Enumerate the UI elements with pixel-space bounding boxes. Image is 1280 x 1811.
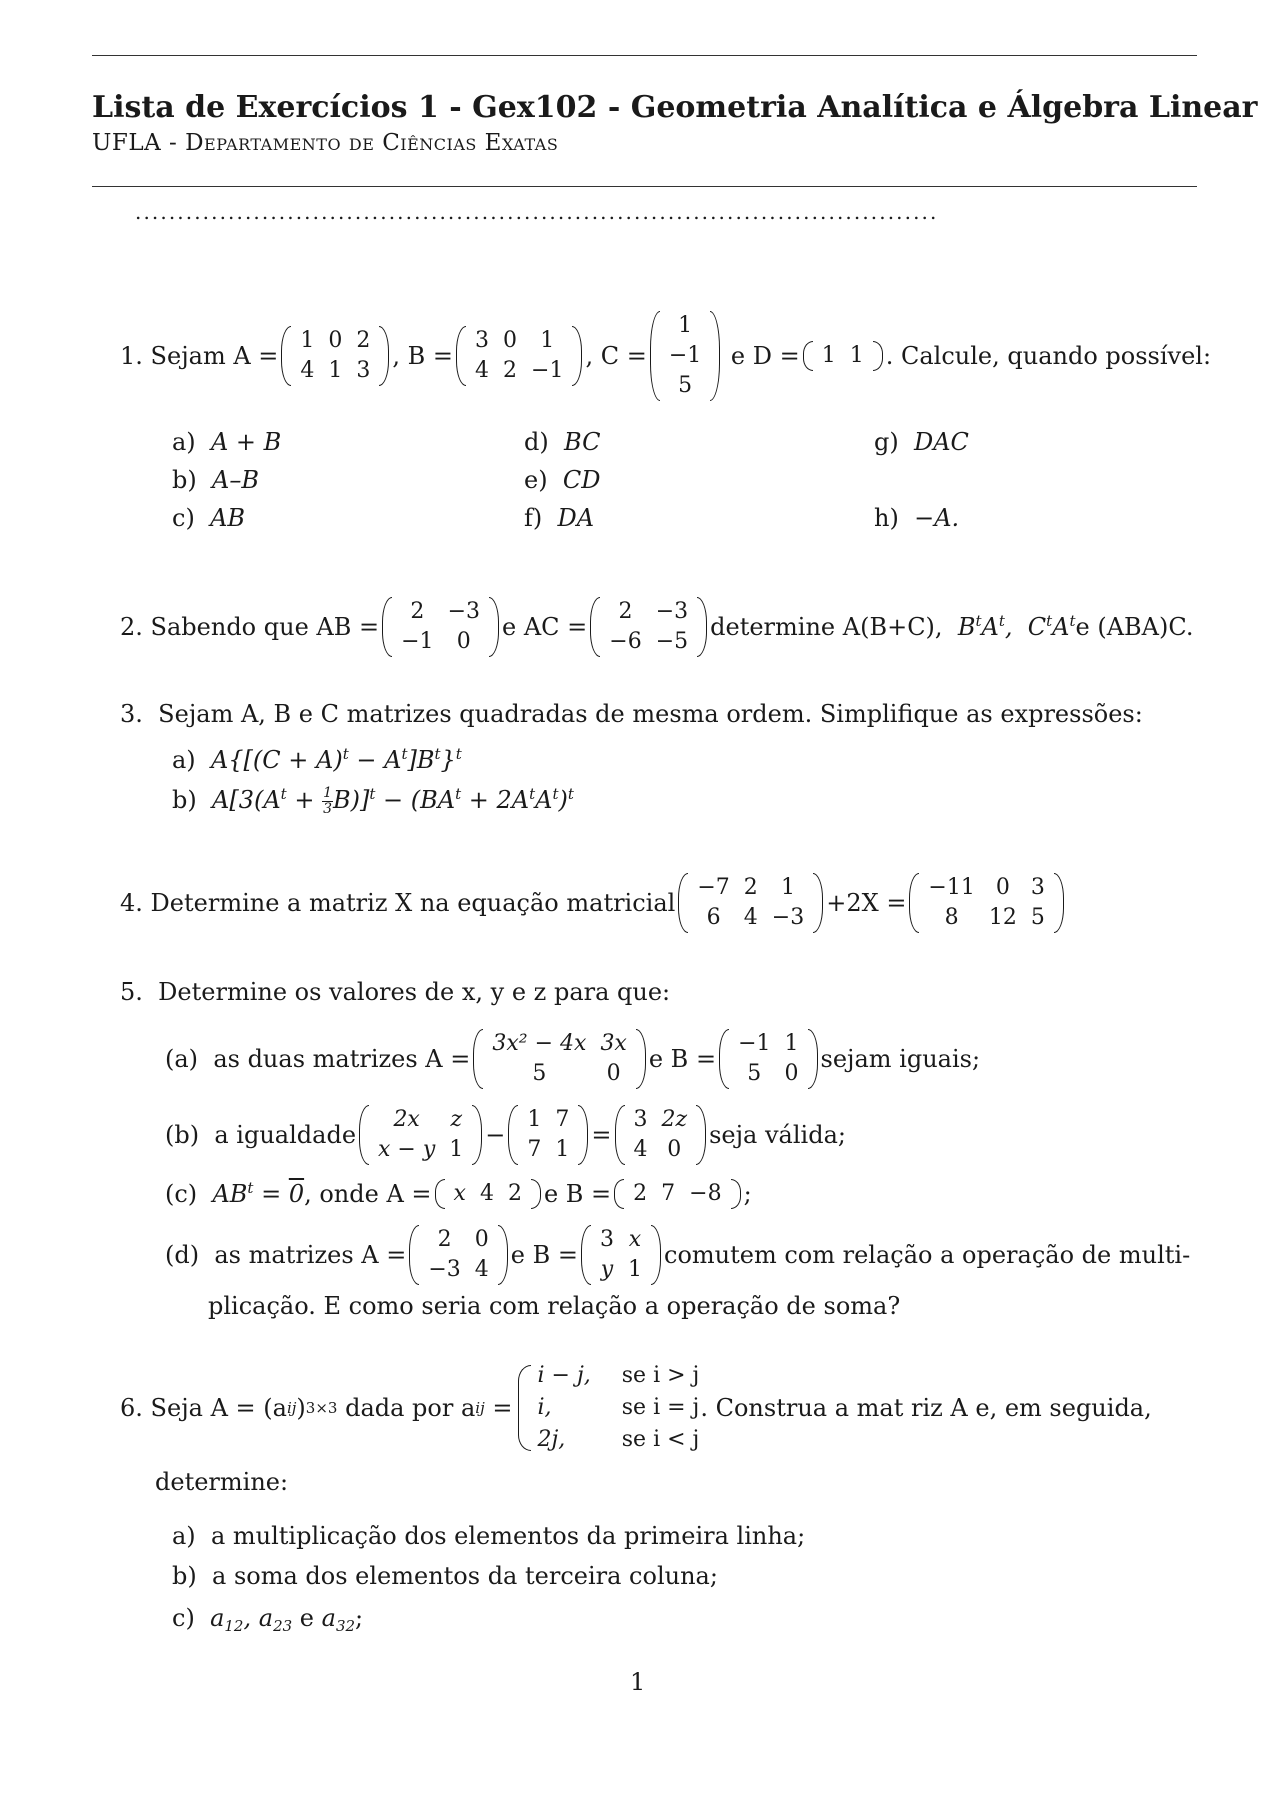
matrix-cell: 1 <box>821 343 836 368</box>
matrix-cell: y <box>600 1257 614 1282</box>
matrix-cell: 2 <box>743 875 758 900</box>
question-6: 6. Seja A = (a ij ) 3×3 dada por a ij = i − j, se i > j i, se i = j 2j, se i < j . Construa a mat riz A e, em seguida, <box>120 1360 1152 1456</box>
matrix-cell: 2 <box>410 599 425 624</box>
q1-item-a: a) A + B <box>172 428 282 456</box>
case-condition: se i < j <box>621 1427 700 1452</box>
matrix-cell: 5 <box>1030 905 1045 930</box>
matrix-cell: 1 <box>849 343 864 368</box>
matrix-cell: x <box>628 1227 642 1252</box>
q5-item-a: (a) as duas matrizes A = 3x² − 4x 3x 5 0 e B = −1 1 5 0 sejam iguais; <box>165 1024 980 1094</box>
q3-item-a: a) $A\{[(C + A)^t - A^t]B^t\}^t$ <box>172 745 462 774</box>
matrix-cell: −8 <box>689 1181 722 1206</box>
matrix-cell: 2 <box>633 1181 648 1206</box>
question-3 <box>120 700 1143 728</box>
q5-item-b: (b) a igualdade 2x z x − y 1 − 1 7 7 1 = 3 2z 4 0 seja válida; <box>165 1100 846 1170</box>
q5-item-d: (d) as matrizes A = 2 0 −3 4 e B = 3 x y 1 comutem com relação a operação de multi- <box>165 1220 1190 1290</box>
q3-text: Sejam A, B e C matrizes quadradas de mesma ordem. Simplifique as expressões: <box>158 700 1143 728</box>
matrix-cell: 1 <box>555 1137 570 1162</box>
q1-item-f: f) DA <box>524 504 595 532</box>
case-condition: se i > j <box>621 1363 700 1388</box>
matrix-cell: 3 <box>1030 875 1045 900</box>
q5c-matrix-b <box>614 1179 740 1209</box>
matrix-cell: 4 <box>479 1181 494 1206</box>
q2-matrix-ac <box>590 597 707 657</box>
q1-lead: Sejam A = <box>150 342 279 370</box>
q5-item-d-line2: plicação. E como seria com relação a operação de soma? <box>208 1292 901 1320</box>
q5a-matrix-b <box>719 1029 817 1089</box>
matrix-cell: −11 <box>928 875 975 900</box>
matrix-cell: −1 <box>531 358 564 383</box>
q5-item-c: (c) $AB^t = 0$ , onde A = x 4 2 e B = 2 7 −8 ; <box>165 1179 752 1208</box>
matrix-cell: 7 <box>661 1181 676 1206</box>
q6-item-a: a) a multiplicação dos elementos da primeira linha; <box>172 1522 806 1550</box>
header-rule <box>92 186 1197 187</box>
matrix-cell: x − y <box>378 1137 436 1162</box>
cases-brace <box>518 1365 531 1451</box>
matrix-cell: 1 <box>678 313 693 338</box>
matrix-cell: 1 <box>328 358 343 383</box>
dotted-line: ............................................................................................... <box>135 200 939 224</box>
matrix-cell: 5 <box>532 1061 547 1086</box>
matrix-cell: 2 <box>437 1227 452 1252</box>
q1-matrix-b <box>456 326 582 386</box>
q6-item-b: b) a soma dos elementos da terceira coluna; <box>172 1562 718 1590</box>
q5-text: Determine os valores de x, y e z para que: <box>158 978 671 1006</box>
q1-sep-d: e D = <box>730 342 800 370</box>
q1-sep-b: , B = <box>392 342 454 370</box>
matrix-cell: 1 <box>784 1031 799 1056</box>
q1-tail: . Calcule, quando possível: <box>885 342 1212 370</box>
q5c-matrix-a <box>435 1179 541 1209</box>
matrix-cell: 4 <box>633 1137 648 1162</box>
matrix-cell: −3 <box>428 1257 461 1282</box>
matrix-cell: 0 <box>503 328 518 353</box>
matrix-cell: 2 <box>356 328 371 353</box>
question-4 <box>120 868 1067 938</box>
q2-lead: Sabendo que AB = <box>150 613 380 641</box>
matrix-cell: 4 <box>743 905 758 930</box>
matrix-cell: 1 <box>540 328 555 353</box>
q1-item-c: c) AB <box>172 504 246 532</box>
matrix-cell: 2z <box>661 1107 688 1132</box>
matrix-cell: 2x <box>393 1107 420 1132</box>
matrix-cell: 7 <box>555 1107 570 1132</box>
q1-sep-c: , C = <box>585 342 647 370</box>
q3-number: 3. <box>120 700 143 728</box>
q1-number: 1. <box>120 342 143 370</box>
q2-tail-c: e (ABA)C. <box>1075 613 1194 641</box>
matrix-cell: −3 <box>447 599 480 624</box>
q4-text: Determine a matriz X na equação matricial <box>150 889 676 917</box>
cases-table <box>537 1360 700 1456</box>
q5b-matrix-3 <box>615 1105 707 1165</box>
matrix-cell: 3 <box>600 1227 614 1252</box>
matrix-cell: 0 <box>667 1137 682 1162</box>
matrix-cell: −3 <box>655 599 689 624</box>
matrix-cell: 1 <box>449 1137 464 1162</box>
matrix-cell: 1 <box>628 1257 642 1282</box>
matrix-cell: 0 <box>328 328 343 353</box>
matrix-cell: 0 <box>474 1227 489 1252</box>
case-expr: i − j, <box>537 1363 591 1388</box>
q1-item-g: g) DAC <box>874 428 969 456</box>
q4-mid: +2X = <box>826 889 907 917</box>
matrix-cell: 2 <box>503 358 518 383</box>
q4-matrix-r <box>909 873 1063 933</box>
q4-number: 4. <box>120 889 143 917</box>
q1-matrix-c <box>650 311 720 401</box>
q2-number: 2. <box>120 613 143 641</box>
matrix-cell: 2 <box>618 599 633 624</box>
q5b-matrix-2 <box>508 1105 588 1165</box>
q5d-matrix-a <box>409 1225 507 1285</box>
question-2 <box>120 592 1194 662</box>
q6-item-c: c) $a_{12}$, $a_{23}$ e $a_{32}$; <box>172 1604 364 1635</box>
matrix-cell: −1 <box>668 343 702 368</box>
q1-item-d: d) BC <box>524 428 601 456</box>
case-expr: 2j, <box>537 1427 566 1452</box>
matrix-cell: −1 <box>738 1031 771 1056</box>
q5a-matrix-a <box>473 1029 645 1089</box>
matrix-cell: 2 <box>507 1181 522 1206</box>
matrix-cell: 0 <box>995 875 1010 900</box>
case-expr: i, <box>537 1395 552 1420</box>
matrix-cell: 12 <box>988 905 1017 930</box>
q2-mid: e AC = <box>502 613 588 641</box>
matrix-cell: 1 <box>527 1107 542 1132</box>
matrix-cell: −5 <box>655 629 689 654</box>
q1-item-e: e) CD <box>524 466 601 494</box>
matrix-cell: 1 <box>300 328 315 353</box>
matrix-cell: 7 <box>527 1137 542 1162</box>
matrix-cell: −3 <box>771 905 805 930</box>
question-5 <box>120 978 670 1006</box>
matrix-cell: 8 <box>944 905 959 930</box>
case-condition: se i = j <box>621 1395 700 1420</box>
q1-item-b: b) A–B <box>172 466 259 494</box>
matrix-cell: 3 <box>475 328 490 353</box>
matrix-cell: 4 <box>474 1257 489 1282</box>
matrix-cell: 4 <box>475 358 490 383</box>
matrix-cell: 3 <box>356 358 371 383</box>
matrix-cell: 1 <box>781 875 795 900</box>
matrix-cell: −1 <box>401 629 434 654</box>
matrix-cell: 6 <box>706 905 721 930</box>
matrix-cell: −6 <box>609 629 642 654</box>
q3-item-b: b) $A[3(A^t$ + $\frac{1}{3}$ $B)]^t - (BA^t + 2A^tA^t)^t$ <box>172 785 574 817</box>
page-number: 1 <box>630 1668 646 1696</box>
q5b-matrix-1 <box>359 1105 482 1165</box>
q5-number: 5. <box>120 978 143 1006</box>
matrix-cell: 0 <box>784 1061 799 1086</box>
q1-matrix-a <box>281 326 389 386</box>
q2-tail-b: $B^tA^t$, $C^tA^t$ <box>957 612 1076 641</box>
q2-matrix-ab <box>382 597 499 657</box>
matrix-cell: x <box>453 1181 466 1206</box>
matrix-cell: 4 <box>300 358 315 383</box>
page-subtitle: UFLA - Departamento de Ciências Exatas <box>92 130 559 156</box>
q5d-matrix-b <box>581 1225 661 1285</box>
matrix-cell: 5 <box>747 1061 762 1086</box>
q2-tail-a: determine A(B+C), <box>710 613 943 641</box>
matrix-cell: 5 <box>678 373 693 398</box>
q1-matrix-d <box>803 341 883 371</box>
matrix-cell: 3x <box>600 1031 627 1056</box>
matrix-cell: 3 <box>633 1107 648 1132</box>
matrix-cell: 3x² − 4x <box>492 1031 587 1056</box>
q6-determine: determine: <box>155 1468 289 1496</box>
matrix-cell: z <box>450 1107 463 1132</box>
question-1 <box>120 306 1211 406</box>
matrix-cell: 0 <box>456 629 471 654</box>
matrix-cell: 0 <box>606 1061 621 1086</box>
q4-matrix-m <box>678 873 823 933</box>
top-rule <box>92 55 1197 56</box>
q1-item-h: h) −A. <box>874 504 960 532</box>
matrix-cell: −7 <box>697 875 730 900</box>
page-title: Lista de Exercícios 1 - Gex102 - Geometria Analítica e Álgebra Linear <box>92 90 1258 125</box>
